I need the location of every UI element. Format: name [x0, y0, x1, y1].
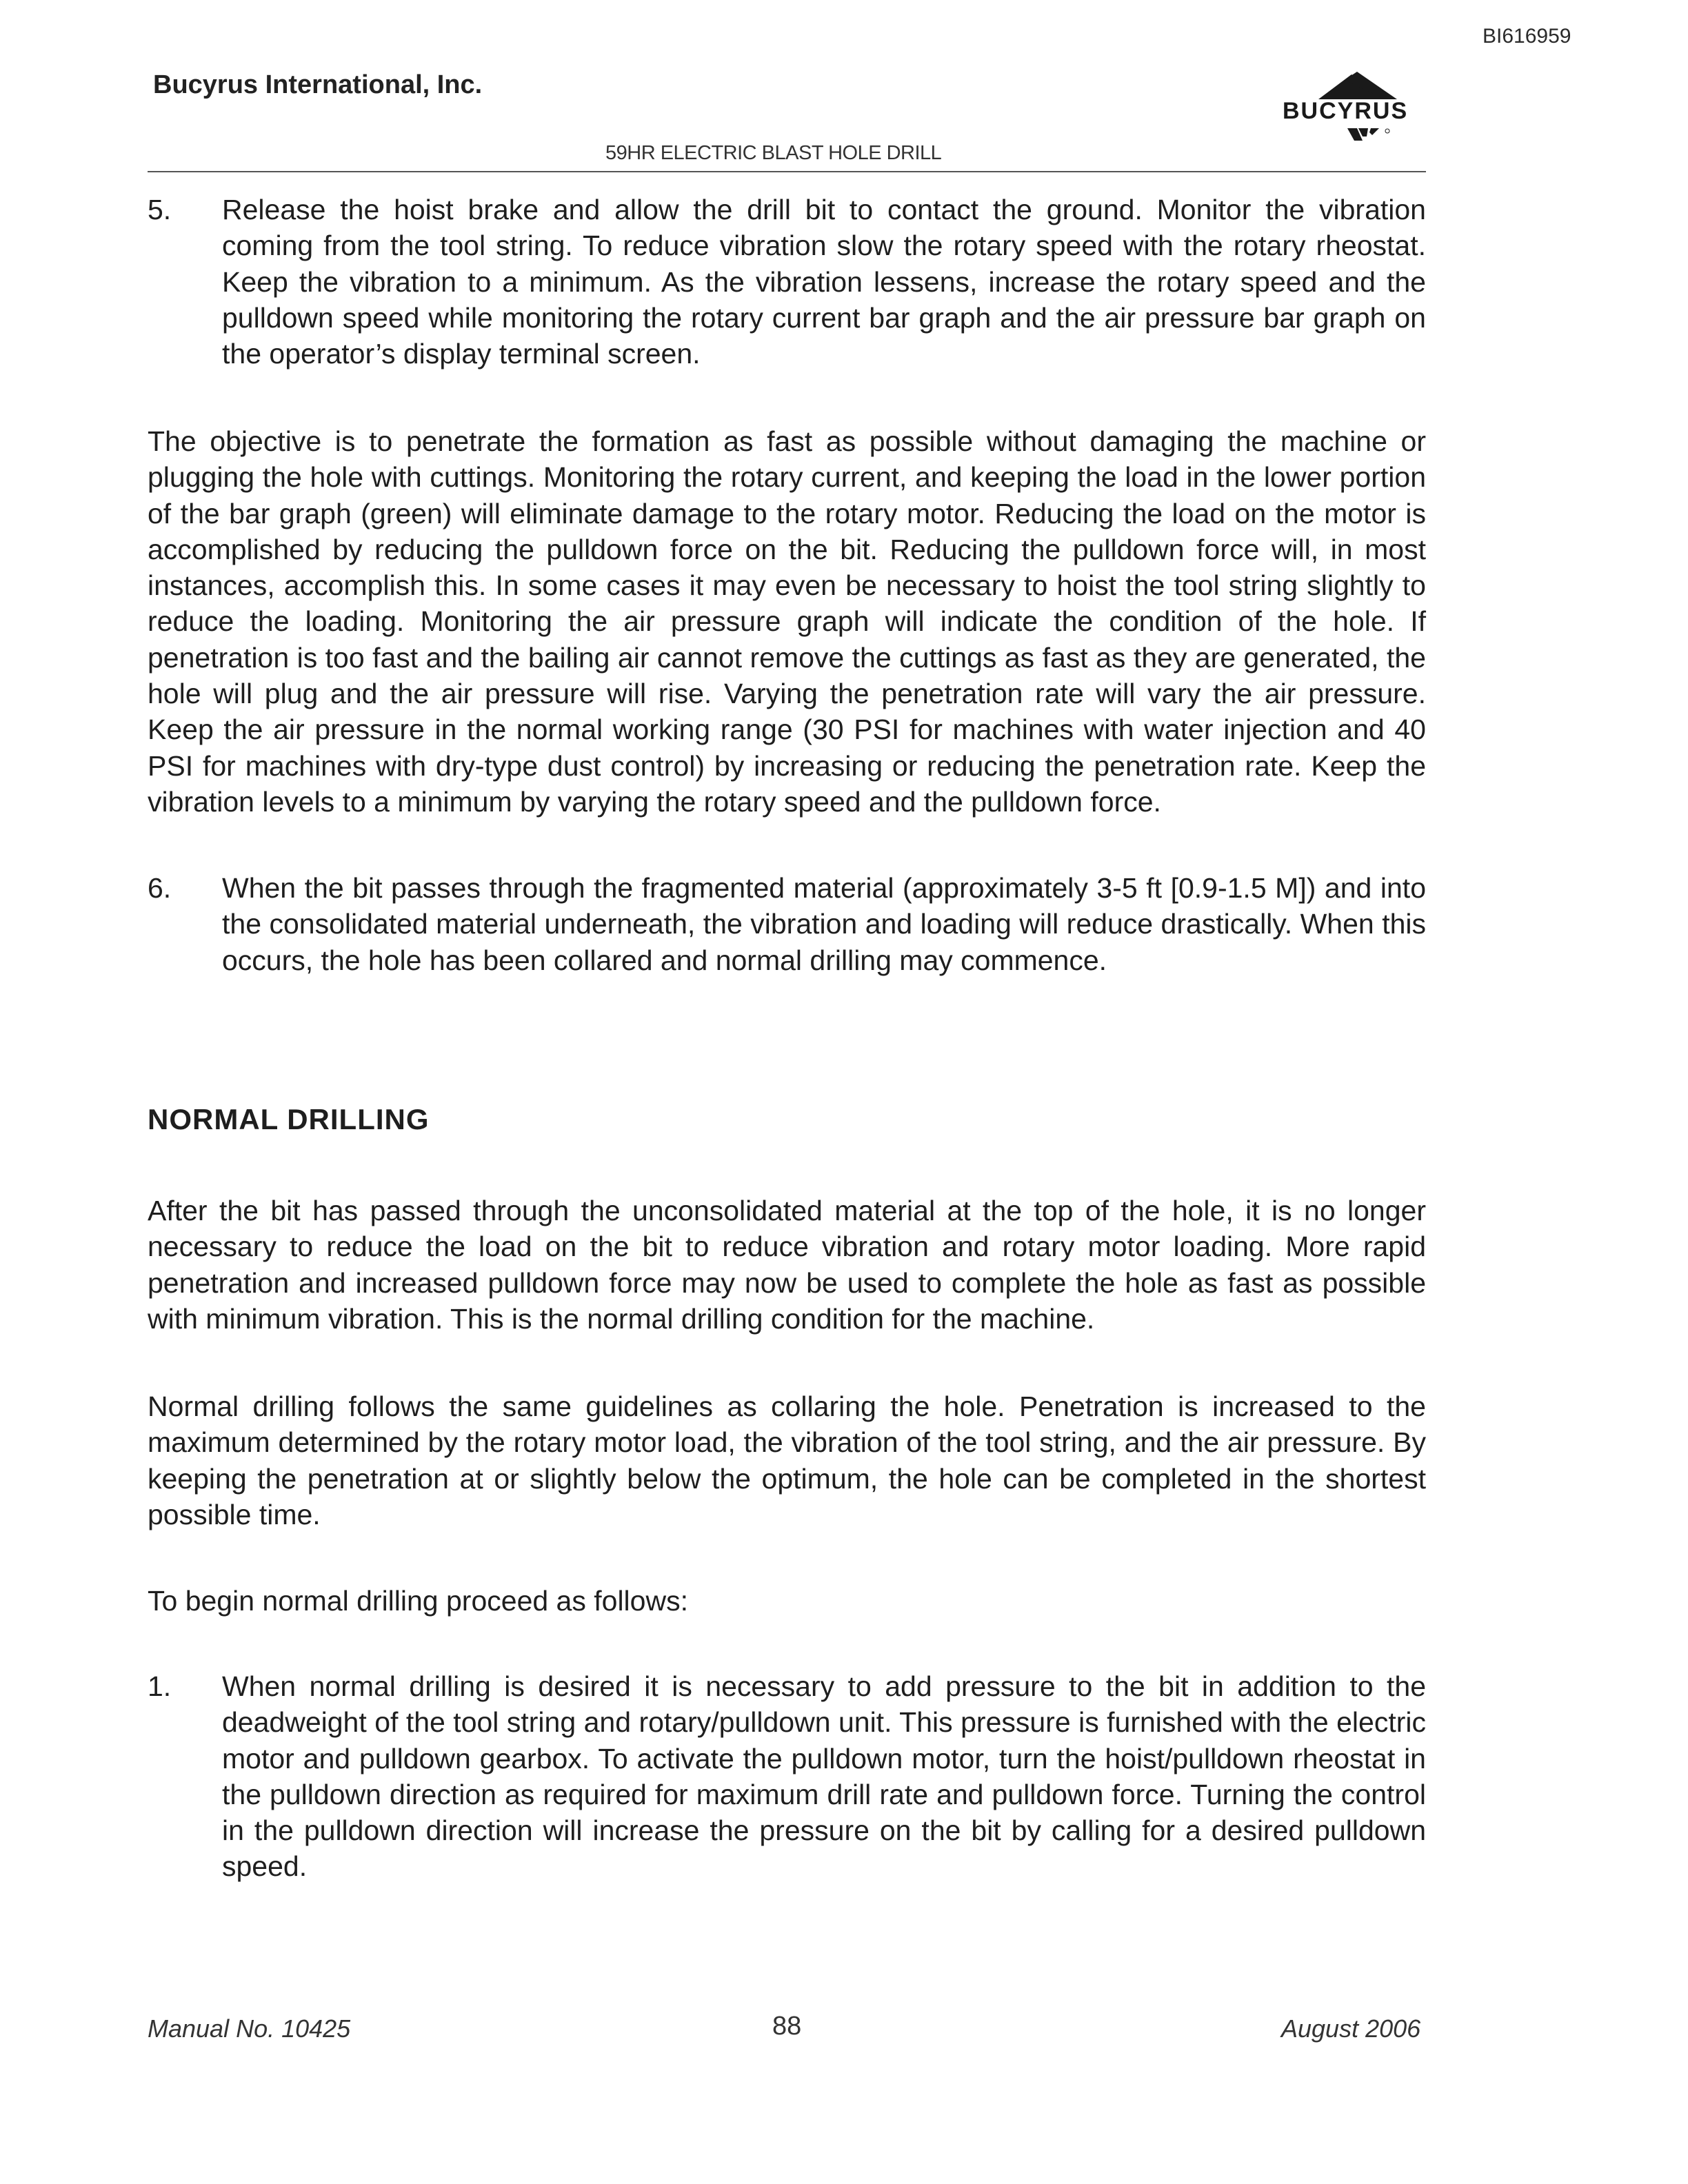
list-text: Release the hoist brake and allow the drill bit to contact the ground. Monitor the vibration coming from the tool string. To reduce vibration slow the rotary speed with the rotary rheostat. Keep the vibration to a minimum. As the vibration lessens, increase the rotary speed and the pulldown speed while monitoring the rotary current bar graph and the air pressure bar graph on the operator’s display terminal screen. [222, 194, 1426, 370]
begin-paragraph: To begin normal drilling proceed as follows: [148, 1585, 688, 1617]
objective-paragraph: The objective is to penetrate the formation as fast as possible without damaging the machine or plugging the hole with cuttings. Monitoring the rotary current, and keeping the load in the lower portion of the bar graph (green) will eliminate damage to the rotary motor. Reducing the load on the motor is accomplished by reducing the pulldown force on the bit. Reducing the pulldown force will, in most instances, accomplish this. In some cases it may even be necessary to hoist the tool string slightly to reduce the loading. Monitoring the air pressure graph will indicate the condition of the hole. If penetration is too fast and the bailing air cannot remove the cuttings as fast as they are generated, the hole will plug and the air pressure will rise. Varying the penetration rate will vary the air pressure. Keep the air pressure in the normal working range (30 PSI for machines with water injection and 40 PSI for machines with dry-type dust control) by increasing or reducing the penetration rate. Keep the vibration levels to a minimum by varying the rotary speed and the pulldown force. [148, 425, 1426, 818]
page-number: 88 [772, 2012, 802, 2041]
logo-wordmark: BUCYRUS [1283, 98, 1409, 124]
list-number: 1. [148, 1670, 172, 1702]
list-number: 5. [148, 194, 172, 225]
section-heading: NORMAL DRILLING [148, 1103, 430, 1135]
list-text: When normal drilling is desired it is necessary to add pressure to the bit in addition to the deadweight of the tool string and rotary/pulldown unit. This pressure is furnished with the electric motor and pulldown gearbox. To activate the pulldown motor, turn the hoist/pulldown rheostat in the pulldown direction as required for maximum drill rate and pulldown force. Turning the control in the pulldown direction will increase the pressure on the bit by calling for a desired pulldown speed. [222, 1670, 1426, 1883]
document-subtitle: 59HR ELECTRIC BLAST HOLE DRILL [605, 142, 942, 164]
intro-paragraph: After the bit has passed through the unconsolidated material at the top of the hole, it is no longer necessary to reduce the load on the bit to reduce vibration and rotary motor loading. More rapid penetration and increased pulldown force may now be used to complete the hole as fast as possible with minimum vibration. This is the normal drilling condition for the machine. [148, 1195, 1426, 1335]
list-number: 6. [148, 872, 172, 904]
manual-number: Manual No. 10425 [148, 2014, 351, 2043]
company-name: Bucyrus International, Inc. [153, 70, 483, 99]
bucyrus-logo [1276, 69, 1434, 159]
list-text: When the bit passes through the fragmented material (approximately 3-5 ft [0.9-1.5 M]) and into the consolidated material underneath, the vibration and loading will reduce drastically. When this occurs, the hole has been collared and normal drilling may commence. [222, 872, 1426, 976]
guidelines-paragraph: Normal drilling follows the same guidelines as collaring the hole. Penetration is increased to the maximum determined by the rotary motor load, the vibration of the tool string, and the air pressure. By keeping the penetration at or slightly below the optimum, the hole can be completed in the shortest possible time. [148, 1391, 1426, 1530]
document-id: BI616959 [1483, 25, 1571, 48]
publication-date: August 2006 [1281, 2014, 1421, 2043]
header-divider [148, 171, 1426, 172]
